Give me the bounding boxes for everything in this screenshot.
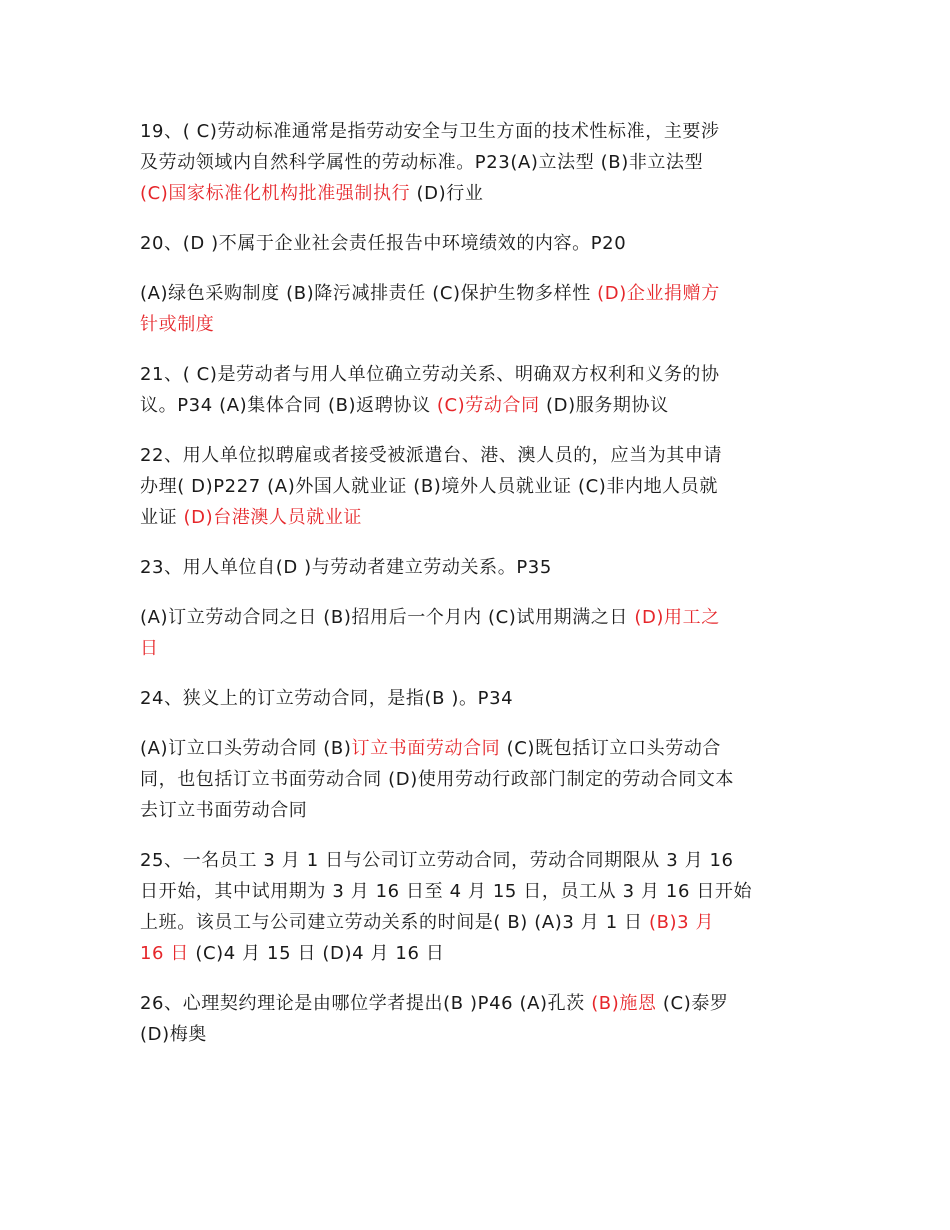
answer-highlight: (C)劳动合同 bbox=[436, 395, 540, 416]
answer-highlight: (B)施恩 bbox=[591, 993, 657, 1014]
text-line bbox=[140, 764, 820, 795]
text-line bbox=[140, 795, 820, 826]
text-line bbox=[140, 907, 820, 938]
answer-highlight: 日 bbox=[140, 638, 159, 659]
answer-highlight: (D)企业捐赠方 bbox=[597, 283, 720, 304]
text-segment: (D)行业 bbox=[410, 183, 484, 204]
text-segment: (C)泰罗 bbox=[656, 993, 729, 1014]
text-segment: (A)订立口头劳动合同 (B) bbox=[140, 738, 352, 759]
text-line bbox=[140, 502, 820, 533]
answer-highlight: (D)台港澳人员就业证 bbox=[183, 507, 363, 528]
text-segment: (C)4 月 15 日 (D)4 月 16 日 bbox=[189, 943, 445, 964]
text-line bbox=[140, 552, 820, 583]
answer-highlight: 16 日 bbox=[140, 943, 190, 964]
text-line bbox=[140, 309, 820, 340]
text-segment: 去订立书面劳动合同 bbox=[140, 800, 308, 821]
text-line bbox=[140, 938, 820, 969]
question-list bbox=[140, 116, 820, 1069]
question-paragraph bbox=[140, 602, 820, 664]
question-paragraph bbox=[140, 440, 820, 533]
answer-highlight: (C)国家标准化机构批准强制执行 bbox=[140, 183, 411, 204]
text-segment: 23、用人单位自(D )与劳动者建立劳动关系。P35 bbox=[140, 557, 552, 578]
text-line bbox=[140, 733, 820, 764]
answer-highlight: (B)3 月 bbox=[648, 912, 715, 933]
question-paragraph bbox=[140, 278, 820, 340]
text-segment: (C)既包括订立口头劳动合 bbox=[500, 738, 722, 759]
text-segment: 24、狭义上的订立劳动合同，是指(B )。P34 bbox=[140, 688, 514, 709]
answer-highlight: (D)用工之 bbox=[634, 607, 720, 628]
text-line bbox=[140, 845, 820, 876]
text-line bbox=[140, 228, 820, 259]
text-line bbox=[140, 471, 820, 502]
text-segment: 25、一名员工 3 月 1 日与公司订立劳动合同，劳动合同期限从 3 月 16 bbox=[140, 850, 734, 871]
text-line bbox=[140, 116, 820, 147]
text-segment: 26、心理契约理论是由哪位学者提出(B )P46 (A)孔茨 bbox=[140, 993, 592, 1014]
question-paragraph bbox=[140, 733, 820, 826]
text-segment: (A)订立劳动合同之日 (B)招用后一个月内 (C)试用期满之日 bbox=[140, 607, 635, 628]
text-segment: (A)绿色采购制度 (B)降污减排责任 (C)保护生物多样性 bbox=[140, 283, 598, 304]
text-line bbox=[140, 278, 820, 309]
question-paragraph bbox=[140, 683, 820, 714]
text-line bbox=[140, 1019, 820, 1050]
text-segment: 上班。该员工与公司建立劳动关系的时间是( B) (A)3 月 1 日 bbox=[140, 912, 649, 933]
answer-highlight: 针或制度 bbox=[140, 314, 215, 335]
text-segment: 21、( C)是劳动者与用人单位确立劳动关系、明确双方权利和义务的协 bbox=[140, 364, 720, 385]
text-segment: 及劳动领域内自然科学属性的劳动标准。P23(A)立法型 (B)非立法型 bbox=[140, 152, 704, 173]
text-line bbox=[140, 147, 820, 178]
question-paragraph bbox=[140, 359, 820, 421]
text-line bbox=[140, 359, 820, 390]
text-segment: 办理( D)P227 (A)外国人就业证 (B)境外人员就业证 (C)非内地人员就 bbox=[140, 476, 718, 497]
text-line bbox=[140, 178, 820, 209]
text-line bbox=[140, 683, 820, 714]
text-segment: 日开始，其中试用期为 3 月 16 日至 4 月 15 日，员工从 3 月 16 日开始 bbox=[140, 881, 753, 902]
question-paragraph bbox=[140, 228, 820, 259]
text-segment: (D)梅奥 bbox=[140, 1024, 207, 1045]
text-segment: 业证 bbox=[140, 507, 184, 528]
question-paragraph bbox=[140, 845, 820, 969]
text-line bbox=[140, 440, 820, 471]
question-paragraph bbox=[140, 116, 820, 209]
answer-highlight: 订立书面劳动合同 bbox=[351, 738, 501, 759]
text-line bbox=[140, 390, 820, 421]
text-line bbox=[140, 602, 820, 633]
question-paragraph bbox=[140, 552, 820, 583]
text-line bbox=[140, 633, 820, 664]
text-segment: 20、(D )不属于企业社会责任报告中环境绩效的内容。P20 bbox=[140, 233, 627, 254]
text-segment: 22、用人单位拟聘雇或者接受被派遣台、港、澳人员的，应当为其申请 bbox=[140, 445, 723, 466]
text-segment: 19、( C)劳动标准通常是指劳动安全与卫生方面的技术性标准，主要涉 bbox=[140, 121, 720, 142]
text-segment: 议。P34 (A)集体合同 (B)返聘协议 bbox=[140, 395, 437, 416]
text-segment: (D)服务期协议 bbox=[539, 395, 669, 416]
question-paragraph bbox=[140, 988, 820, 1050]
text-segment: 同，也包括订立书面劳动合同 (D)使用劳动行政部门制定的劳动合同文本 bbox=[140, 769, 735, 790]
text-line bbox=[140, 876, 820, 907]
text-line bbox=[140, 988, 820, 1019]
